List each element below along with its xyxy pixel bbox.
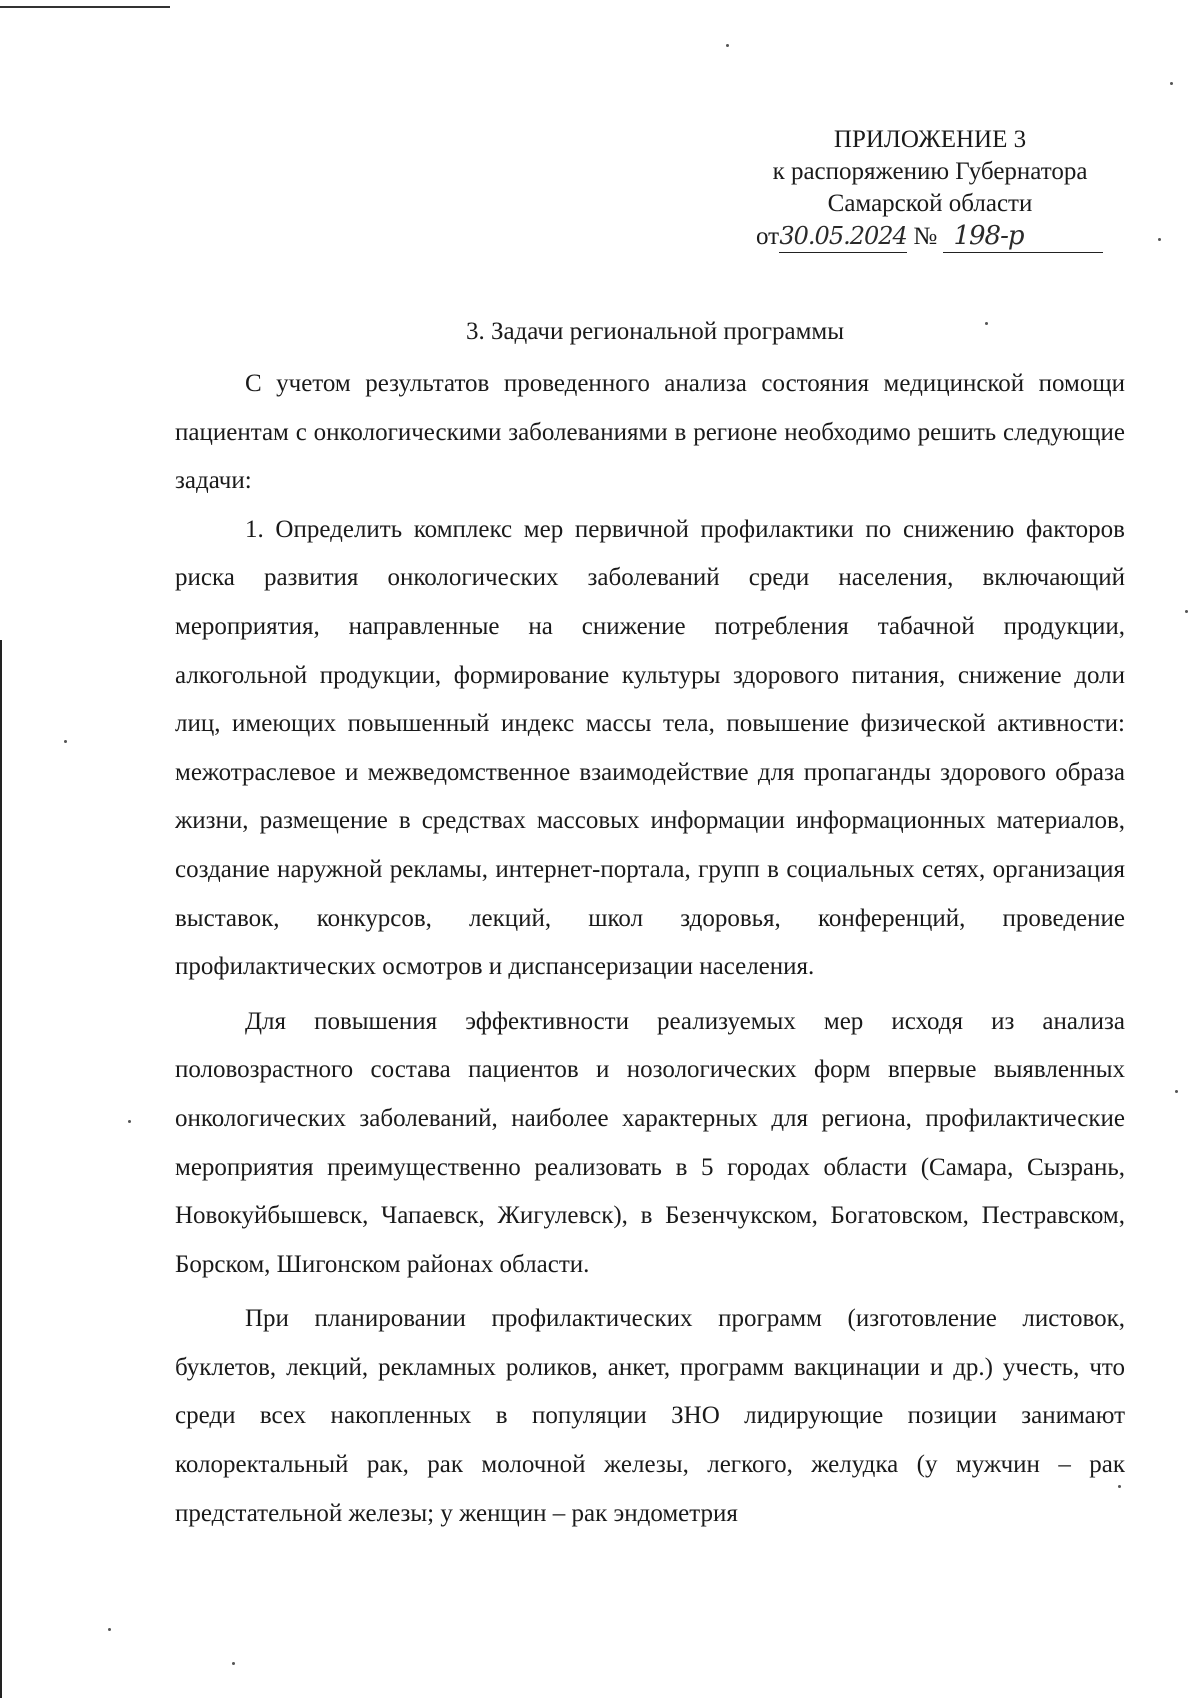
handwritten-number: 198-р <box>943 220 1103 253</box>
scan-speck <box>1170 82 1173 85</box>
scan-speck <box>1185 610 1188 613</box>
scan-speck <box>726 44 729 47</box>
handwritten-date: 30.05.2024 <box>779 220 907 253</box>
date-prefix: от <box>756 223 780 250</box>
scan-speck <box>1175 1090 1178 1093</box>
appendix-title: ПРИЛОЖЕНИЕ 3 <box>833 126 1027 153</box>
scan-speck <box>128 1120 131 1123</box>
section-heading: 3. Задачи региональной программы <box>465 318 845 345</box>
scan-edge-top <box>0 6 170 8</box>
appendix-order-line: к распоряжению Губернатора <box>772 158 1088 185</box>
scan-speck <box>64 740 67 743</box>
number-sign: № <box>913 223 938 250</box>
appendix-date-number-row <box>740 220 1120 253</box>
scan-edge-left <box>0 640 2 1698</box>
paragraph-task-1: 1. Определить комплекс мер первичной профилактики по снижению факторов риска развития онкологических заболеваний среди населения, включающий мероприятия, направленные на снижение потребления табачной продукции, алкогольной продукции, формирование культуры здорового питания, снижение доли лиц, имеющих повышенный индекс массы тела, повышение физической активности: межотраслевое и межведомственное взаимодействие для пропаганды здорового образа жизни, размещение в средствах массовых информации информационных материалов, создание наружной рекламы, интернет-портала, групп в социальных сетях, организация выставок, конкурсов, лекций, школ здоровья, конференций, проведение профилактических осмотров и диспансеризации населения. <box>175 515 1125 981</box>
appendix-block <box>740 124 1120 253</box>
document-body <box>175 360 1125 1538</box>
paragraph-intro: С учетом результатов проведенного анализа состояния медицинской помощи пациентам с онкологическими заболеваниями в регионе необходимо решить следующие задачи: <box>175 370 1125 495</box>
scan-speck <box>1158 238 1161 241</box>
paragraph-efficiency: Для повышения эффективности реализуемых мер исходя из анализа половозрастного состава пациентов и нозологических форм впервые выявленных онкологических заболеваний, наиболее характерных для региона, профилактические мероприятия преимущественно реализовать в 5 городах области (Самара, Сызрань, Новокуйбышевск, Чапаевск, Жигулевск), в Безенчукском, Богатовском, Пестравском, Борском, Шигонском районах области. <box>175 1007 1125 1278</box>
appendix-region-line: Самарской области <box>827 190 1033 217</box>
scan-speck <box>108 1628 111 1631</box>
scan-speck <box>232 1662 235 1665</box>
paragraph-planning: При планировании профилактических программ (изготовление листовок, буклетов, лекций, рекламных роликов, анкет, программ вакцинации и др.) учесть, что среди всех накопленных в популяции ЗНО лидирующие позиции занимают колоректальный рак, рак молочной железы, легкого, желудка (у мужчин – рак предстательной железы; у женщин – рак эндометрия <box>175 1305 1125 1527</box>
